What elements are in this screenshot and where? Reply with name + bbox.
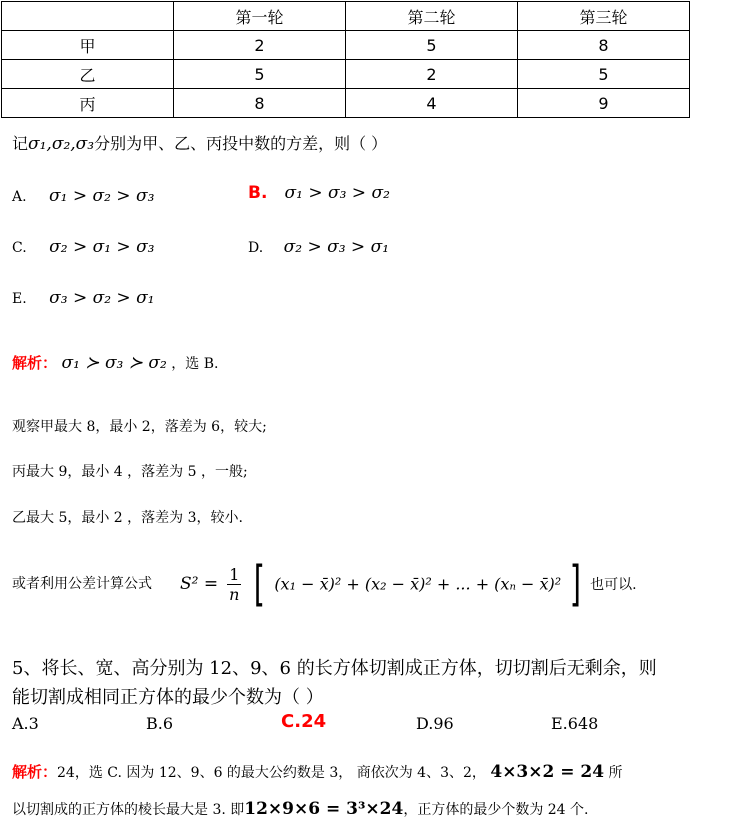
analysis-label: 解析： <box>12 354 58 372</box>
q4-stem-suffix: 分别为甲、乙、丙投中数的方差，则（ ） <box>94 134 388 153</box>
option-label: D. <box>248 240 264 256</box>
option-expr: σ₁ > σ₂ > σ₃ <box>49 186 155 206</box>
q5-option-e <box>551 714 598 733</box>
option-label: C. <box>12 240 27 256</box>
table-cell: 2 <box>346 60 518 89</box>
option-expr: σ₁ > σ₃ > σ₂ <box>284 183 390 203</box>
q4-option-e <box>12 288 155 308</box>
table-header-cell <box>2 2 174 31</box>
score-table <box>1 1 690 118</box>
table-cell: 5 <box>174 60 346 89</box>
q4-option-a <box>12 186 154 206</box>
formula-denominator: n <box>229 584 240 604</box>
table-cell: 9 <box>518 89 690 118</box>
option-value: 3 <box>28 714 39 733</box>
q4-observation-3: 乙最大 5，最小 2 ，落差为 3，较小. <box>12 510 243 526</box>
option-label: E. <box>551 714 568 733</box>
option-expr: σ₃ > σ₂ > σ₁ <box>49 288 155 308</box>
option-label-answer: B. <box>248 183 268 203</box>
q5-option-a <box>12 714 39 733</box>
analysis-text: 24，选 C. 因为 12、9、6 的最大公约数是 3， 商依次为 4、3、2， <box>57 765 486 781</box>
formula-fraction <box>227 565 241 604</box>
table-header-cell: 第一轮 <box>174 2 346 31</box>
analysis-tail: ，选 B. <box>171 356 219 372</box>
formula-body: (x₁ − x̄)² + (x₂ − x̄)² + ... + (xₙ − x̄)² <box>274 574 562 594</box>
row-name-cell: 乙 <box>2 60 174 89</box>
option-label: A. <box>12 189 27 205</box>
option-expr: σ₂ > σ₁ > σ₃ <box>49 237 155 257</box>
q4-option-b <box>248 183 390 203</box>
q5-analysis-line-1 <box>12 761 623 782</box>
option-value-answer: 24 <box>301 711 327 732</box>
table-row <box>2 89 690 118</box>
q4-analysis <box>12 352 219 373</box>
row-name-cell: 甲 <box>2 31 174 60</box>
q5-option-c <box>281 711 326 732</box>
q4-observation-1: 观察甲最大 8，最小 2，落差为 6，较大; <box>12 419 267 435</box>
option-label: A. <box>12 714 29 733</box>
q4-stem-prefix: 记 <box>12 134 29 153</box>
table-row <box>2 60 690 89</box>
analysis-text: 以切割成的正方体的棱长最大是 3. 即 <box>12 802 245 818</box>
q4-stem <box>12 131 387 154</box>
analysis-expr: 4×3×2 = 24 <box>490 762 605 782</box>
q4-option-d <box>248 237 389 257</box>
q4-observation-2: 丙最大 9，最小 4 ，落差为 5 ，一般; <box>12 464 248 480</box>
q4-option-c <box>12 237 155 257</box>
option-value: 6 <box>162 714 174 733</box>
table-cell: 5 <box>346 31 518 60</box>
q5-stem-line-1: 5、将长、宽、高分别为 12、9、6 的长方体切割成正方体，切切割后无剩余，则 <box>12 658 657 679</box>
analysis-text-tail: 所 <box>608 765 623 781</box>
variance-formula <box>180 556 637 612</box>
table-cell: 8 <box>174 89 346 118</box>
option-label-answer: C. <box>281 711 302 732</box>
table-header-cell: 第二轮 <box>346 2 518 31</box>
left-bracket: [ <box>254 556 266 612</box>
table-cell: 2 <box>174 31 346 60</box>
analysis-expr: σ₁ ≻ σ₃ ≻ σ₂ <box>61 353 167 373</box>
right-bracket: ] <box>570 556 582 612</box>
q5-option-d <box>416 714 454 733</box>
q4-stem-vars: σ₁,σ₂,σ₃ <box>28 134 95 154</box>
table-cell: 5 <box>518 60 690 89</box>
analysis-label: 解析： <box>12 763 58 781</box>
formula-numerator: 1 <box>229 564 240 584</box>
option-expr: σ₂ > σ₃ > σ₁ <box>283 237 390 257</box>
formula-prefix: 或者利用公差计算公式 <box>12 576 152 592</box>
formula-suffix: 也可以. <box>590 577 637 593</box>
q5-option-b <box>146 714 173 733</box>
table-row <box>2 31 690 60</box>
option-value: 648 <box>567 714 599 733</box>
table-header-cell: 第三轮 <box>518 2 690 31</box>
option-value: 96 <box>433 714 454 733</box>
q5-stem-line-2: 能切割成相同正方体的最少个数为（ ） <box>12 687 324 708</box>
row-name-cell: 丙 <box>2 89 174 118</box>
option-label: D. <box>416 714 434 733</box>
option-label: E. <box>12 291 27 307</box>
analysis-text-tail: ，正方体的最少个数为 24 个. <box>403 802 589 818</box>
table-header-row <box>2 2 690 31</box>
analysis-expr: 12×9×6 = 3³×24 <box>244 799 404 819</box>
formula-lhs: S² = <box>180 574 219 594</box>
option-label: B. <box>146 714 163 733</box>
q5-analysis-line-2 <box>12 799 589 819</box>
table-cell: 4 <box>346 89 518 118</box>
table-cell: 8 <box>518 31 690 60</box>
